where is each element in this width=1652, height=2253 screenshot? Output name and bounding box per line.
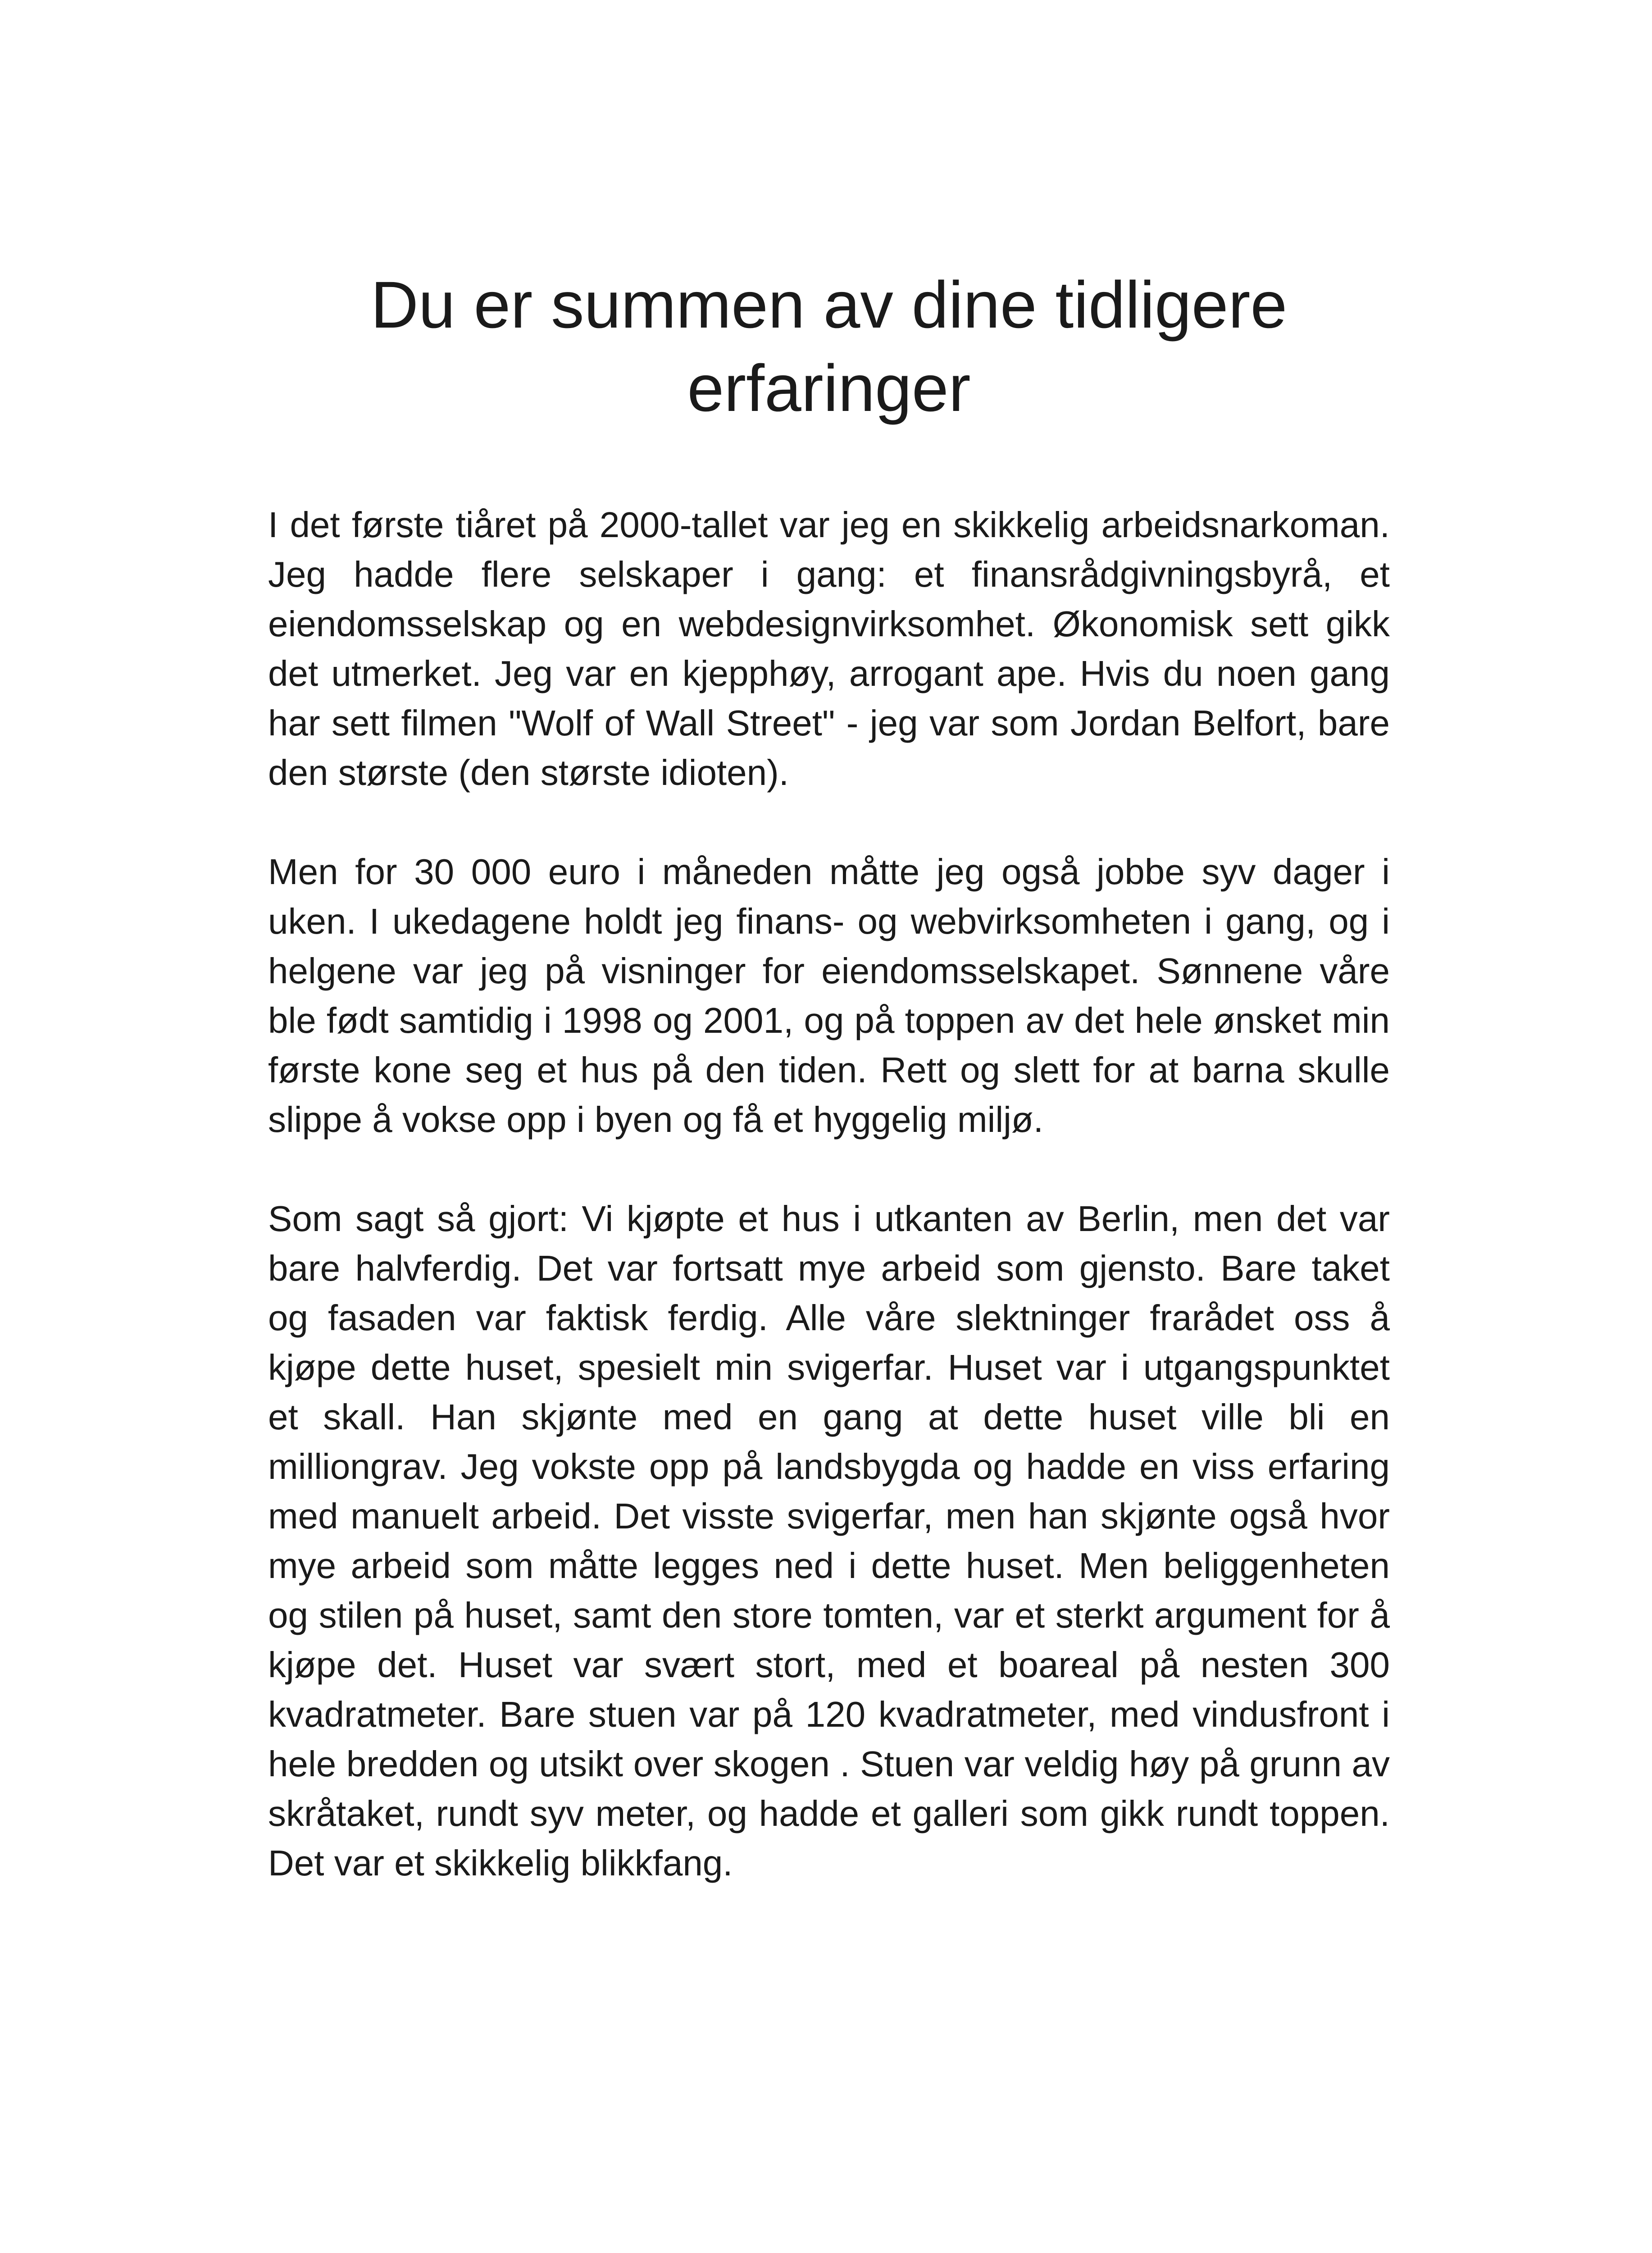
document-title: Du er summen av dine tidligere erfaringer xyxy=(370,268,1288,425)
document-body xyxy=(268,500,1390,1938)
paragraph-2: Men for 30 000 euro i måneden måtte jeg også jobbe syv dager i uken. I ukedagene holdt jeg finans- og webvirksomheten i gang, og i helgene var jeg på visninger for eiendomsselskapet. Sønnene våre ble født samtidig i 1998 og 2001, og på toppen av det hele ønsket min første kone seg et hus på den tiden. Rett og slett for at barna skulle slippe å vokse opp i byen og få et hyggelig miljø. xyxy=(268,852,1390,1140)
paragraph-1: I det første tiåret på 2000-tallet var jeg en skikkelig arbeidsnarkoman. Jeg hadde flere selskaper i gang: et finansrådgivningsbyrå, et eiendomsselskap og en webdesignvirksomhet. Økonomisk sett gikk det utmerket. Jeg var en kjepphøy, arrogant ape. Hvis du noen gang har sett filmen "Wolf of Wall Street" - jeg var som Jordan Belfort, bare den største (den største idioten). xyxy=(268,505,1390,793)
paragraph-3: Som sagt så gjort: Vi kjøpte et hus i utkanten av Berlin, men det var bare halvferdig. Det var fortsatt mye arbeid som gjensto. Bare taket og fasaden var faktisk ferdig. Alle våre slektninger frarådet oss å kjøpe dette huset, spesielt min svigerfar. Huset var i utgangspunktet et skall. Han skjønte med en gang at dette huset ville bli en milliongrav. Jeg vokste opp på landsbygda og hadde en viss erfaring med manuelt arbeid. Det visste svigerfar, men han skjønte også hvor mye arbeid som måtte legges ned i dette huset. Men beliggenheten og stilen på huset, samt den store tomten, var et sterkt argument for å kjøpe det. Huset var svært stort, med et boareal på nesten 300 kvadratmeter. Bare stuen var på 120 kvadratmeter, med vindusfront i hele bredden og utsikt over skogen . Stuen var veldig høy på grunn av skråtaket, rundt syv meter, og hadde et galleri som gikk rundt toppen. Det var et skikkelig blikkfang. xyxy=(268,1199,1390,1883)
